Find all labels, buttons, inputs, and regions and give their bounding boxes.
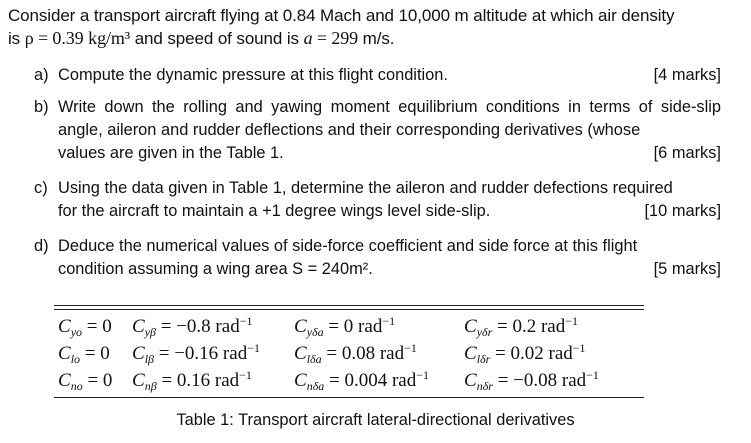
table-top-rule bbox=[54, 309, 644, 310]
table-cell: $C_{yo} = 0$ bbox=[58, 316, 112, 339]
table-cell: $C_{y\beta} = -0.8$ rad$^{-1}$ bbox=[132, 314, 253, 339]
table-cell: $C_{l\beta} = -0.16$ rad$^{-1}$ bbox=[132, 341, 260, 366]
question-marks: [6 marks] bbox=[653, 144, 721, 162]
table-cell: $C_{y\delta r} = 0.2$ rad$^{-1}$ bbox=[464, 314, 579, 339]
question-a bbox=[34, 64, 721, 87]
table-cell: $C_{n\delta r} = -0.08$ rad$^{-1}$ bbox=[464, 368, 599, 393]
question-text: Deduce the numerical values of side-force coefficient and side force at this flight bbox=[58, 237, 638, 255]
question-letter: b) bbox=[34, 98, 49, 116]
intro-text-is: is bbox=[8, 29, 25, 48]
question-letter: a) bbox=[34, 66, 49, 84]
table-cell: $C_{l\delta r} = 0.02$ rad$^{-1}$ bbox=[464, 341, 586, 366]
question-b bbox=[34, 96, 721, 165]
table-cell: $C_{n\beta} = 0.16$ rad$^{-1}$ bbox=[132, 368, 252, 393]
question-text-last: condition assuming a wing area S = 240m². bbox=[58, 260, 373, 278]
question-text: Write down the rolling and yawing moment equilibrium conditions in terms of side-slip angle, aileron and rudder deflections and their corresponding derivatives (whose bbox=[58, 98, 721, 139]
density-unit: kg/m³ bbox=[88, 28, 131, 48]
speed-expression: = 299 bbox=[312, 28, 359, 48]
question-text-last: values are given in the Table 1. bbox=[58, 144, 284, 162]
intro-line-1: Consider a transport aircraft flying at 0.84 Mach and 10,000 m altitude at which air density bbox=[8, 6, 675, 25]
question-c bbox=[34, 177, 721, 223]
density-expression: ρ = 0.39 bbox=[24, 28, 84, 48]
table-cell: $C_{y\delta a} = 0$ rad$^{-1}$ bbox=[294, 314, 396, 339]
intro-line-2 bbox=[8, 27, 743, 50]
question-letter: c) bbox=[34, 179, 48, 197]
table-caption: Table 1: Transport aircraft lateral-directional derivatives bbox=[176, 411, 575, 429]
table-cell: $C_{lo} = 0$ bbox=[58, 343, 110, 366]
problem-intro bbox=[8, 4, 743, 50]
table-cell: $C_{no} = 0$ bbox=[58, 370, 113, 393]
table-cell: $C_{n\delta a} = 0.004$ rad$^{-1}$ bbox=[294, 368, 430, 393]
intro-text-speed: and speed of sound is bbox=[130, 29, 304, 48]
derivatives-table bbox=[54, 305, 644, 398]
question-text: Compute the dynamic pressure at this flight condition. bbox=[58, 66, 448, 84]
question-text-last: for the aircraft to maintain a +1 degree wings level side-slip. bbox=[58, 202, 491, 220]
question-d bbox=[34, 235, 721, 281]
question-letter: d) bbox=[34, 237, 49, 255]
question-marks: [4 marks] bbox=[653, 66, 721, 84]
question-marks: [5 marks] bbox=[653, 260, 721, 278]
intro-text-units: m/s. bbox=[358, 29, 395, 48]
question-marks: [10 marks] bbox=[644, 202, 721, 220]
table-cell: $C_{l\delta a} = 0.08$ rad$^{-1}$ bbox=[294, 341, 417, 366]
question-text: Using the data given in Table 1, determine the aileron and rudder defections required bbox=[58, 179, 673, 197]
speed-symbol: a bbox=[303, 28, 313, 48]
